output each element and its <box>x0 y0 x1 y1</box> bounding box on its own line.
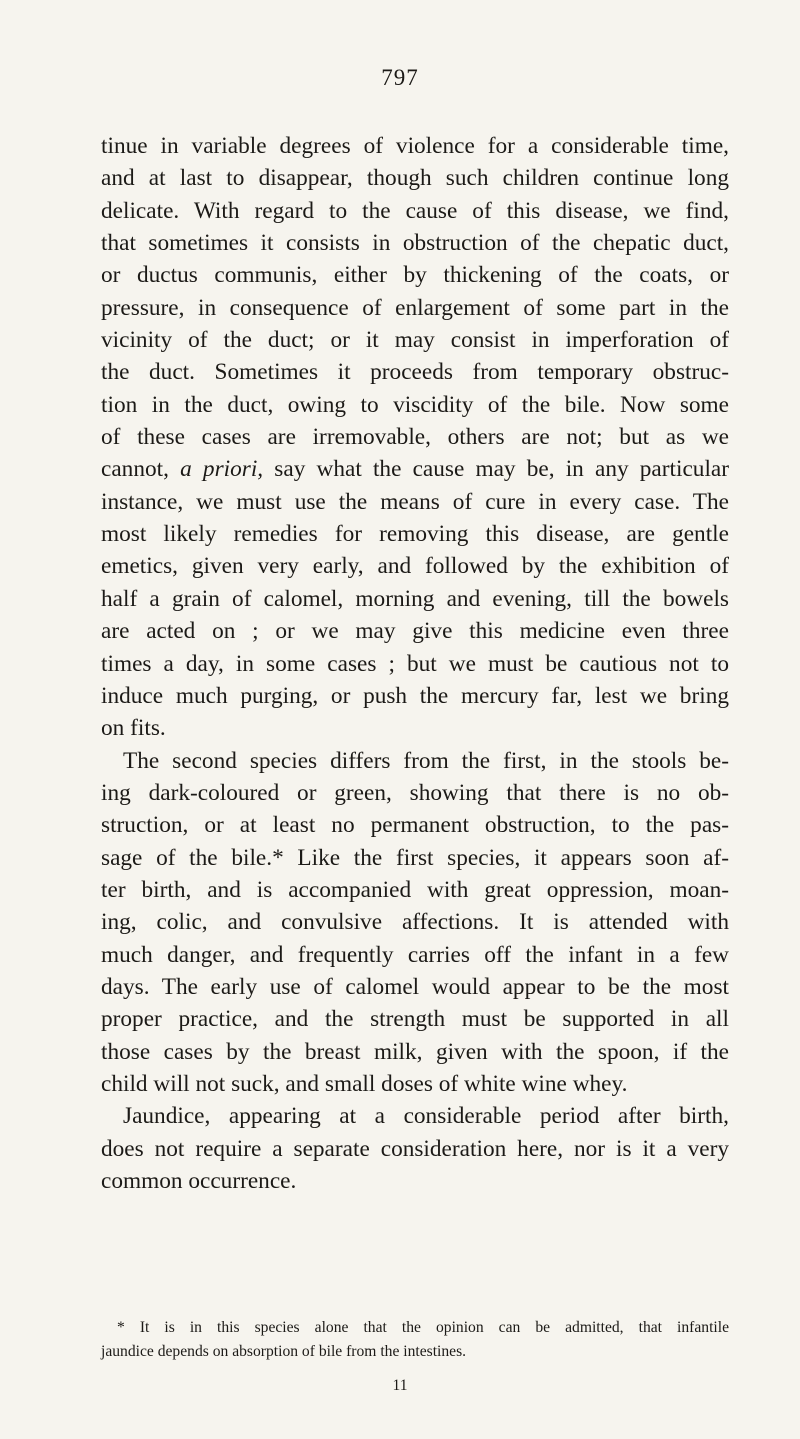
text-line: are acted on ; or we may give this medicine even three <box>101 618 729 645</box>
footnote-line: * It is in this species alone that the opinion can be admitted, that infantile <box>117 1319 729 1336</box>
text-line: proper practice, and the strength must be supported in all <box>101 1006 729 1033</box>
text-line: that sometimes it consists in obstruction of the chepatic duct, <box>101 230 729 257</box>
text-line: common occurrence. <box>101 1168 297 1194</box>
footnote-line: jaundice depends on absorption of bile from the intestines. <box>101 1343 467 1360</box>
text-line: ter birth, and is accompanied with great oppression, moan- <box>101 876 729 903</box>
text-line: child will not suck, and small doses of white wine whey. <box>101 1070 628 1097</box>
text-line: pressure, in consequence of enlargement of some part in the <box>101 294 729 321</box>
text-line: or ductus communis, either by thickening of the coats, or <box>101 262 729 289</box>
text-line: does not require a separate consideration here, nor is it a very <box>101 1135 729 1162</box>
text-line: on fits. <box>101 715 166 742</box>
text-line: tinue in variable degrees of violence for a considerable time, <box>101 133 729 159</box>
text-line: The second species differs from the first, in the stools be- <box>123 747 729 774</box>
text-line: days. The early use of calomel would appear to be the most <box>101 973 729 1000</box>
footnote <box>101 1316 729 1364</box>
text-line: emetics, given very early, and followed by the exhibition of <box>101 553 729 580</box>
italic-phrase: a priori, <box>180 456 264 483</box>
signature-mark: 11 <box>392 1377 408 1394</box>
text-line: Jaundice, appearing at a considerable period after birth, <box>123 1103 729 1130</box>
text-line: delicate. With regard to the cause of this disease, we find, <box>101 197 729 224</box>
text-line: ing dark-coloured or green, showing that there is no ob- <box>101 779 729 806</box>
text-line: sage of the bile.* Like the first species, it appears soon af- <box>101 844 729 871</box>
text-line: and at last to disappear, though such children continue long <box>101 165 729 192</box>
text-line: times a day, in some cases ; but we must be cautious not to <box>101 650 729 677</box>
page-number: 797 <box>381 65 419 90</box>
text-line: ing, colic, and convulsive affections. It is attended with <box>101 909 729 936</box>
text-line <box>101 453 729 485</box>
text-line: much danger, and frequently carries off the infant in a few <box>101 941 729 968</box>
text-line: induce much purging, or push the mercury far, lest we bring <box>101 682 729 709</box>
text-line: most likely remedies for removing this disease, are gentle <box>101 521 729 548</box>
main-text <box>101 130 729 1197</box>
text-line: instance, we must use the means of cure in every case. The <box>101 488 729 515</box>
text-line: tion in the duct, owing to viscidity of the bile. Now some <box>101 391 729 418</box>
line-segment: say what the cause may be, in any particular <box>274 456 730 483</box>
text-line: the duct. Sometimes it proceeds from temporary obstruc- <box>101 359 729 386</box>
text-line: half a grain of calomel, morning and evening, till the bowels <box>101 585 729 612</box>
text-line: struction, or at least no permanent obstruction, to the pas- <box>101 812 729 839</box>
line-segment: cannot, <box>101 456 169 483</box>
text-line: vicinity of the duct; or it may consist in imperforation of <box>101 327 729 354</box>
text-line: those cases by the breast milk, given with the spoon, if the <box>101 1038 729 1065</box>
text-line: of these cases are irremovable, others are not; but as we <box>101 424 729 451</box>
